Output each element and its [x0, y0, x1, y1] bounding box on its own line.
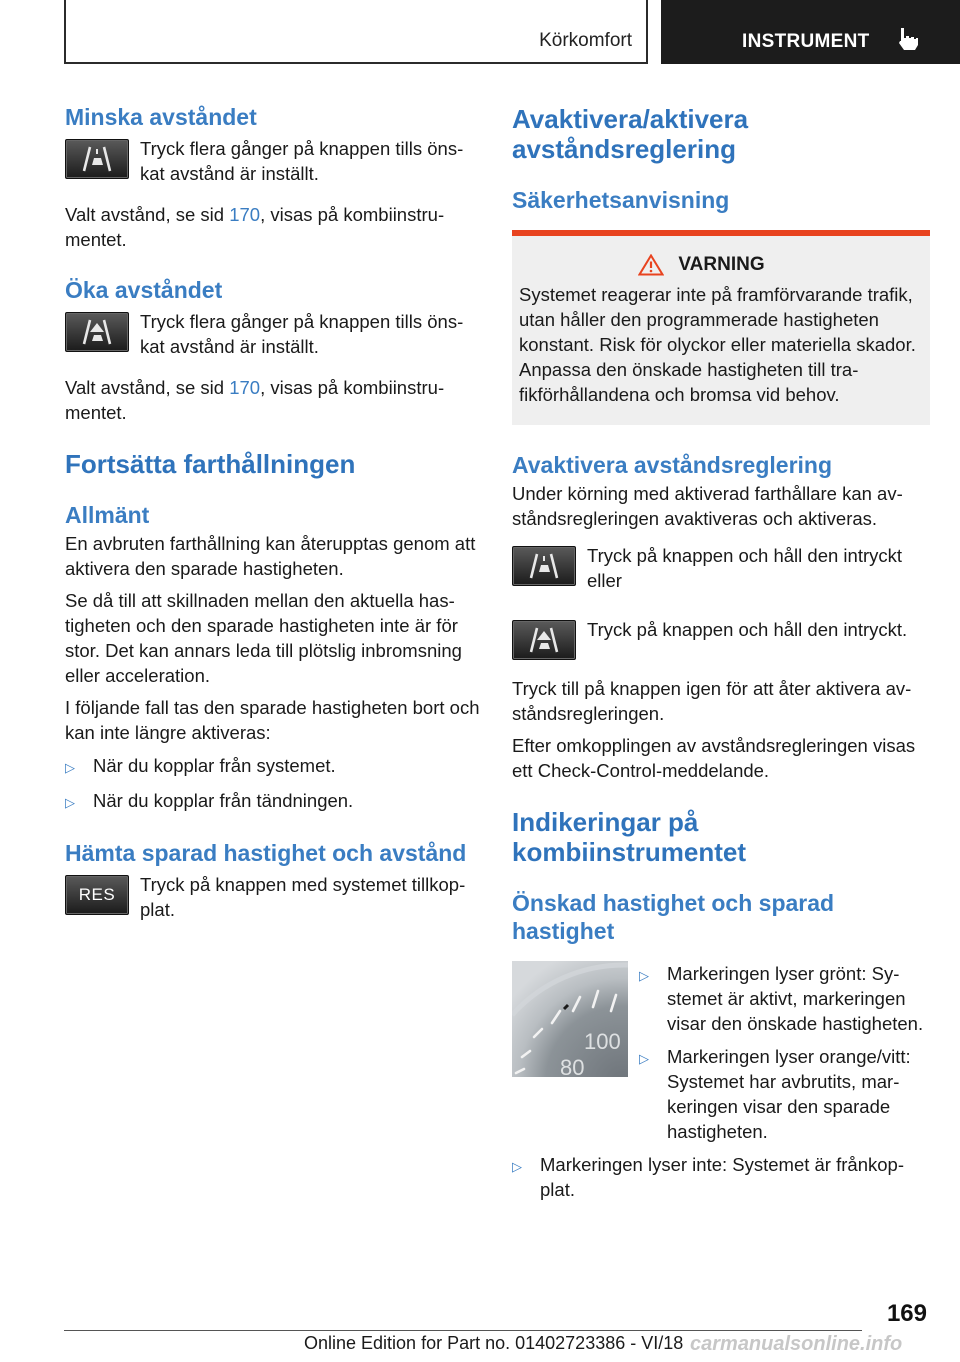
oka-instruction: Tryck flera gånger på knappen tills önskat avstånd är inställt. [140, 311, 464, 357]
distance-button-icon [65, 312, 129, 352]
pointing-hand-icon [895, 26, 921, 52]
speedometer-image [512, 961, 628, 1077]
list-item [639, 1044, 930, 1144]
page-link-170[interactable]: 170 [229, 204, 261, 225]
heading-avaktivera: Avaktivera avståndsreglering [512, 452, 833, 478]
list-item [65, 788, 481, 815]
heading-sakerhetsanvisning: Säkerhetsanvisning [512, 187, 730, 213]
list-item [512, 1152, 930, 1202]
left-column [65, 100, 481, 922]
btn1-row [512, 543, 930, 593]
distance-control-button-icon [512, 546, 576, 586]
triangle-bullet-icon: ▷ [65, 760, 75, 775]
header-chapter-box [64, 0, 648, 64]
edition-text: Online Edition for Part no. 01402723386 - VI/18 [304, 1333, 684, 1353]
allmant-paragraph-2: Se då till att skillnaden mellan den aktuella hastigheten och den sparade hastigheten inte är för stor. Det kan annars leda till plötslig inbromsning eller acceleration. [65, 590, 462, 686]
distance-control-button-icon [512, 620, 576, 660]
triangle-bullet-icon: ▷ [639, 1051, 649, 1066]
triangle-bullet-icon: ▷ [639, 968, 649, 983]
oka-paragraph [65, 375, 481, 425]
heading-oka: Öka avståndet [65, 277, 223, 303]
list-item-text: När du kopplar från tändningen. [93, 790, 354, 811]
minska-instruction: Tryck flera gånger på knappen tills önskat avstånd är inställt. [140, 138, 464, 184]
oka-text-a: Valt avstånd, se sid [65, 377, 230, 398]
list-item-text: När du kopplar från systemet. [93, 755, 336, 776]
warning-text: Systemet reagerar inte på framförvarande trafik, utan håller den programmerade hastigheten konstant. Risk för olyckor eller materiella skador. Anpassa den önskade hastigheten till trafikförhållandena och bromsa vid behov. [519, 284, 916, 405]
heading-minska: Minska avståndet [65, 104, 257, 130]
btn2-row [512, 617, 930, 660]
list-item [639, 961, 930, 1036]
heading-hamta: Hämta sparad hastighet och avstånd [65, 840, 467, 866]
hamta-instruction: Tryck på knappen med systemet tillkopplat. [140, 874, 466, 920]
heading-fortsatta: Fortsätta farthållningen [65, 449, 356, 479]
res-button-icon [65, 875, 129, 915]
res-button-row [65, 872, 481, 922]
right-column [512, 100, 930, 1202]
list-item-text: Markeringen lyser grönt: Systemet är aktivt, markeringen visar den önskade hastigheten. [667, 963, 924, 1034]
gauge-label-80: 80 [560, 1055, 585, 1077]
oka-text-b: , visas på kombiinstrumentet. [65, 377, 445, 423]
btn1-instruction: Tryck på knappen och håll den intryckt eller [587, 545, 903, 591]
minska-button-row [65, 136, 481, 186]
gauge-label-100: 100 [584, 1029, 621, 1054]
warning-title-row [519, 254, 924, 276]
distance-button-icon [65, 139, 129, 179]
chapter-title: Körkomfort [539, 30, 632, 51]
allmant-paragraph-3: I följande fall tas den sparade hastigheten bort och kan inte längre aktiveras: [65, 697, 480, 743]
reactivate-paragraph: Tryck till på knappen igen för att åter aktivera avståndsregleringen. [512, 678, 912, 724]
heading-onskad: Önskad hastighet och sparad hastighet [512, 890, 835, 944]
gauge-row [512, 961, 930, 1144]
page-link-170[interactable]: 170 [229, 377, 261, 398]
oka-button-row [65, 309, 481, 359]
minska-text-a: Valt avstånd, se sid [65, 204, 230, 225]
avaktivera-paragraph: Under körning med aktiverad farthållare kan avståndsregleringen avaktiveras och aktiveras. [512, 483, 903, 529]
list-item-text: Markeringen lyser orange/vitt: Systemet har avbrutits, markeringen visar den sparade hastigheten. [667, 1046, 911, 1142]
header-section-tab[interactable] [661, 0, 960, 64]
section-tab-label: INSTRUMENT [742, 31, 870, 52]
heading-avaktivera-aktivera: Avaktivera/aktivera avståndsreglering [512, 104, 749, 164]
watermark: carmanualsonline.info [690, 1333, 903, 1355]
list-item [65, 753, 481, 780]
footer-divider [64, 1330, 862, 1331]
check-control-paragraph: Efter omkopplingen av avståndsregleringen visas ett Check-Control-meddelande. [512, 735, 916, 781]
triangle-bullet-icon: ▷ [65, 795, 75, 810]
list-item-text: Markeringen lyser inte: Systemet är frånkopplat. [540, 1154, 904, 1200]
heading-indikeringar: Indikeringar på kombiinstrumentet [512, 807, 747, 867]
warning-title: VARNING [678, 254, 765, 275]
allmant-paragraph-1: En avbruten farthållning kan återupptas genom att aktivera den sparade hastigheten. [65, 533, 476, 579]
warning-box [512, 230, 930, 425]
minska-text-b: , visas på kombiinstrumentet. [65, 204, 445, 250]
heading-allmant: Allmänt [65, 502, 150, 528]
btn2-instruction: Tryck på knappen och håll den intryckt. [587, 619, 908, 640]
triangle-bullet-icon: ▷ [512, 1159, 522, 1174]
warning-triangle-icon [638, 254, 664, 276]
page-number: 169 [886, 1300, 927, 1327]
gauge-bullets [639, 961, 930, 1144]
minska-paragraph [65, 202, 481, 252]
res-label: RES [78, 885, 116, 904]
